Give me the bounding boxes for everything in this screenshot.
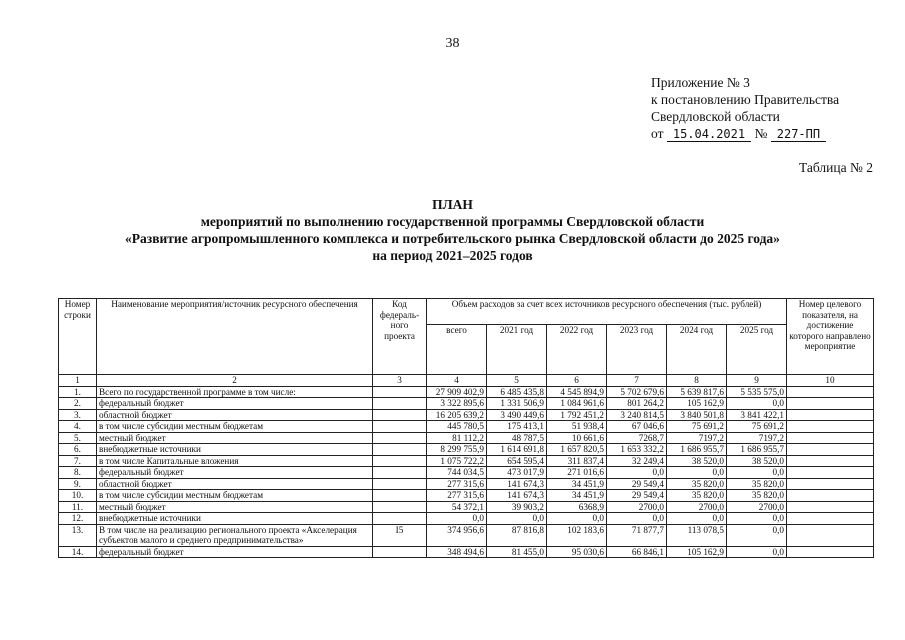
row-2022-cell: 34 451,9 bbox=[547, 478, 607, 490]
row-number-cell: 12. bbox=[59, 513, 97, 525]
row-code-cell bbox=[373, 513, 427, 525]
row-code-cell bbox=[373, 432, 427, 444]
row-2024-cell: 113 078,5 bbox=[667, 524, 727, 546]
appendix-date-line bbox=[651, 125, 839, 143]
row-code-cell bbox=[373, 386, 427, 398]
column-index-row bbox=[59, 375, 874, 387]
row-2022-cell: 95 030,6 bbox=[547, 546, 607, 558]
row-2021-cell: 1 614 691,8 bbox=[487, 444, 547, 456]
row-2024-cell: 1 686 955,7 bbox=[667, 444, 727, 456]
row-2025-cell: 7197,2 bbox=[727, 432, 787, 444]
title-program: «Развитие агропромышленного комплекса и потребительского рынка Свердловской области до 2025 года» bbox=[125, 231, 780, 246]
table-row bbox=[59, 546, 874, 558]
row-target-cell bbox=[787, 398, 874, 410]
appendix-block bbox=[651, 74, 839, 143]
row-2025-cell: 0,0 bbox=[727, 546, 787, 558]
row-2024-cell: 35 820,0 bbox=[667, 478, 727, 490]
header-target: Номер целевого показателя, на достижение которого направлено мероприятие bbox=[787, 299, 874, 375]
row-number-cell: 3. bbox=[59, 409, 97, 421]
row-2022-cell: 10 661,6 bbox=[547, 432, 607, 444]
row-2022-cell: 6368,9 bbox=[547, 501, 607, 513]
row-name-cell: федеральный бюджет bbox=[97, 467, 373, 479]
page-number: 38 bbox=[445, 36, 460, 51]
row-target-cell bbox=[787, 524, 874, 546]
row-total-cell: 81 112,2 bbox=[427, 432, 487, 444]
row-2024-cell: 2700,0 bbox=[667, 501, 727, 513]
row-2025-cell: 5 535 575,0 bbox=[727, 386, 787, 398]
row-name-cell: областной бюджет bbox=[97, 478, 373, 490]
row-2023-cell: 3 240 814,5 bbox=[607, 409, 667, 421]
table-row bbox=[59, 490, 874, 502]
row-name-cell: в том числе субсидии местным бюджетам bbox=[97, 490, 373, 502]
row-number-cell: 9. bbox=[59, 478, 97, 490]
row-code-cell bbox=[373, 444, 427, 456]
row-number-cell: 13. bbox=[59, 524, 97, 546]
header-2021: 2021 год bbox=[487, 325, 547, 375]
row-target-cell bbox=[787, 490, 874, 502]
column-index: 2 bbox=[97, 375, 373, 387]
row-2025-cell: 35 820,0 bbox=[727, 478, 787, 490]
row-target-cell bbox=[787, 467, 874, 479]
row-target-cell bbox=[787, 478, 874, 490]
row-target-cell bbox=[787, 432, 874, 444]
row-target-cell bbox=[787, 546, 874, 558]
header-row bbox=[59, 299, 874, 325]
decree-number: 227-ПП bbox=[771, 127, 826, 142]
row-total-cell: 8 299 755,9 bbox=[427, 444, 487, 456]
header-2024: 2024 год bbox=[667, 325, 727, 375]
row-2024-cell: 75 691,2 bbox=[667, 421, 727, 433]
row-number-cell: 7. bbox=[59, 455, 97, 467]
column-index: 5 bbox=[487, 375, 547, 387]
row-2021-cell: 473 017,9 bbox=[487, 467, 547, 479]
row-2023-cell: 0,0 bbox=[607, 513, 667, 525]
row-2025-cell: 0,0 bbox=[727, 524, 787, 546]
table-row bbox=[59, 467, 874, 479]
row-2023-cell: 71 877,7 bbox=[607, 524, 667, 546]
row-2021-cell: 1 331 506,9 bbox=[487, 398, 547, 410]
row-2023-cell: 29 549,4 bbox=[607, 478, 667, 490]
table-row bbox=[59, 501, 874, 513]
row-2025-cell: 38 520,0 bbox=[727, 455, 787, 467]
row-code-cell bbox=[373, 478, 427, 490]
header-row-no: Номер строки bbox=[59, 299, 97, 375]
column-index: 1 bbox=[59, 375, 97, 387]
header-2022: 2022 год bbox=[547, 325, 607, 375]
row-2021-cell: 87 816,8 bbox=[487, 524, 547, 546]
row-2023-cell: 2700,0 bbox=[607, 501, 667, 513]
table-row bbox=[59, 444, 874, 456]
row-number-cell: 2. bbox=[59, 398, 97, 410]
row-total-cell: 277 315,6 bbox=[427, 490, 487, 502]
row-2021-cell: 175 413,1 bbox=[487, 421, 547, 433]
row-2023-cell: 67 046,6 bbox=[607, 421, 667, 433]
decree-date: 15.04.2021 bbox=[667, 127, 751, 142]
plan-table bbox=[58, 298, 874, 558]
row-total-cell: 348 494,6 bbox=[427, 546, 487, 558]
table-row bbox=[59, 455, 874, 467]
row-number-cell: 8. bbox=[59, 467, 97, 479]
row-2023-cell: 0,0 bbox=[607, 467, 667, 479]
row-2023-cell: 1 653 332,2 bbox=[607, 444, 667, 456]
header-name: Наименование мероприятия/источник ресурсного обеспечения bbox=[97, 299, 373, 375]
row-target-cell bbox=[787, 455, 874, 467]
row-2021-cell: 3 490 449,6 bbox=[487, 409, 547, 421]
column-index: 7 bbox=[607, 375, 667, 387]
row-name-cell: федеральный бюджет bbox=[97, 398, 373, 410]
row-total-cell: 277 315,6 bbox=[427, 478, 487, 490]
row-code-cell bbox=[373, 421, 427, 433]
appendix-title: Приложение № 3 bbox=[651, 75, 750, 90]
document-title bbox=[0, 196, 905, 264]
title-subject: мероприятий по выполнению государственной программы Свердловской области bbox=[200, 214, 705, 229]
row-total-cell: 1 075 722,2 bbox=[427, 455, 487, 467]
row-target-cell bbox=[787, 501, 874, 513]
row-2023-cell: 66 846,1 bbox=[607, 546, 667, 558]
row-2024-cell: 7197,2 bbox=[667, 432, 727, 444]
row-2021-cell: 141 674,3 bbox=[487, 490, 547, 502]
row-2024-cell: 105 162,9 bbox=[667, 398, 727, 410]
row-2023-cell: 7268,7 bbox=[607, 432, 667, 444]
row-code-cell bbox=[373, 546, 427, 558]
appendix-region: Свердловской области bbox=[651, 109, 780, 124]
row-2025-cell: 0,0 bbox=[727, 398, 787, 410]
row-name-cell: в том числе субсидии местным бюджетам bbox=[97, 421, 373, 433]
row-2022-cell: 34 451,9 bbox=[547, 490, 607, 502]
row-2024-cell: 0,0 bbox=[667, 467, 727, 479]
row-code-cell bbox=[373, 398, 427, 410]
row-2021-cell: 141 674,3 bbox=[487, 478, 547, 490]
row-number-cell: 11. bbox=[59, 501, 97, 513]
row-2022-cell: 51 938,4 bbox=[547, 421, 607, 433]
row-number-cell: 10. bbox=[59, 490, 97, 502]
header-2023: 2023 год bbox=[607, 325, 667, 375]
row-total-cell: 0,0 bbox=[427, 513, 487, 525]
row-name-cell: местный бюджет bbox=[97, 501, 373, 513]
number-label: № bbox=[754, 126, 768, 141]
table-row bbox=[59, 524, 874, 546]
row-2021-cell: 0,0 bbox=[487, 513, 547, 525]
row-2022-cell: 102 183,6 bbox=[547, 524, 607, 546]
row-2025-cell: 75 691,2 bbox=[727, 421, 787, 433]
row-name-cell: внебюджетные источники bbox=[97, 513, 373, 525]
table-row bbox=[59, 398, 874, 410]
table-row bbox=[59, 513, 874, 525]
row-code-cell: I5 bbox=[373, 524, 427, 546]
column-index: 4 bbox=[427, 375, 487, 387]
row-2024-cell: 38 520,0 bbox=[667, 455, 727, 467]
row-2023-cell: 5 702 679,6 bbox=[607, 386, 667, 398]
row-number-cell: 14. bbox=[59, 546, 97, 558]
appendix-decree: к постановлению Правительства bbox=[651, 92, 840, 107]
row-2021-cell: 39 903,2 bbox=[487, 501, 547, 513]
row-total-cell: 744 034,5 bbox=[427, 467, 487, 479]
header-volume: Объем расходов за счет всех источников ресурсного обеспечения (тыс. рублей) bbox=[427, 299, 787, 325]
row-total-cell: 374 956,6 bbox=[427, 524, 487, 546]
row-2022-cell: 311 837,4 bbox=[547, 455, 607, 467]
row-2022-cell: 1 792 451,2 bbox=[547, 409, 607, 421]
row-2024-cell: 35 820,0 bbox=[667, 490, 727, 502]
row-2021-cell: 6 485 435,8 bbox=[487, 386, 547, 398]
row-2022-cell: 4 545 894,9 bbox=[547, 386, 607, 398]
table-label: Таблица № 2 bbox=[799, 160, 873, 175]
row-2025-cell: 0,0 bbox=[727, 513, 787, 525]
row-total-cell: 3 322 895,6 bbox=[427, 398, 487, 410]
row-code-cell bbox=[373, 501, 427, 513]
row-2021-cell: 48 787,5 bbox=[487, 432, 547, 444]
header-total: всего bbox=[427, 325, 487, 375]
row-target-cell bbox=[787, 513, 874, 525]
row-name-cell: федеральный бюджет bbox=[97, 546, 373, 558]
row-number-cell: 6. bbox=[59, 444, 97, 456]
plan-table-body bbox=[59, 375, 874, 558]
row-2021-cell: 81 455,0 bbox=[487, 546, 547, 558]
row-2025-cell: 35 820,0 bbox=[727, 490, 787, 502]
row-total-cell: 16 205 639,2 bbox=[427, 409, 487, 421]
row-2022-cell: 0,0 bbox=[547, 513, 607, 525]
row-name-cell: Всего по государственной программе в том числе: bbox=[97, 386, 373, 398]
row-number-cell: 1. bbox=[59, 386, 97, 398]
row-code-cell bbox=[373, 467, 427, 479]
row-number-cell: 4. bbox=[59, 421, 97, 433]
row-2025-cell: 3 841 422,1 bbox=[727, 409, 787, 421]
row-target-cell bbox=[787, 444, 874, 456]
table-row bbox=[59, 421, 874, 433]
row-total-cell: 54 372,1 bbox=[427, 501, 487, 513]
title-plan: ПЛАН bbox=[432, 197, 473, 212]
column-index: 3 bbox=[373, 375, 427, 387]
row-2025-cell: 2700,0 bbox=[727, 501, 787, 513]
column-index: 8 bbox=[667, 375, 727, 387]
row-total-cell: 445 780,5 bbox=[427, 421, 487, 433]
row-name-cell: местный бюджет bbox=[97, 432, 373, 444]
header-code: Код федераль-ного проекта bbox=[373, 299, 427, 375]
row-2022-cell: 1 084 961,6 bbox=[547, 398, 607, 410]
row-2025-cell: 1 686 955,7 bbox=[727, 444, 787, 456]
title-period: на период 2021–2025 годов bbox=[372, 248, 533, 263]
row-target-cell bbox=[787, 386, 874, 398]
row-name-cell: в том числе Капитальные вложения bbox=[97, 455, 373, 467]
table-row bbox=[59, 432, 874, 444]
row-2024-cell: 0,0 bbox=[667, 513, 727, 525]
table-row bbox=[59, 409, 874, 421]
row-code-cell bbox=[373, 490, 427, 502]
column-index: 6 bbox=[547, 375, 607, 387]
row-total-cell: 27 909 402,9 bbox=[427, 386, 487, 398]
row-2024-cell: 3 840 501,8 bbox=[667, 409, 727, 421]
row-2025-cell: 0,0 bbox=[727, 467, 787, 479]
row-target-cell bbox=[787, 421, 874, 433]
row-code-cell bbox=[373, 409, 427, 421]
row-number-cell: 5. bbox=[59, 432, 97, 444]
row-2022-cell: 271 016,6 bbox=[547, 467, 607, 479]
row-target-cell bbox=[787, 409, 874, 421]
from-label: от bbox=[651, 126, 664, 141]
row-name-cell: внебюджетные источники bbox=[97, 444, 373, 456]
row-2024-cell: 5 639 817,6 bbox=[667, 386, 727, 398]
row-2023-cell: 801 264,2 bbox=[607, 398, 667, 410]
table-row bbox=[59, 386, 874, 398]
header-2025: 2025 год bbox=[727, 325, 787, 375]
row-2022-cell: 1 657 820,5 bbox=[547, 444, 607, 456]
row-2023-cell: 29 549,4 bbox=[607, 490, 667, 502]
table-row bbox=[59, 478, 874, 490]
row-2021-cell: 654 595,4 bbox=[487, 455, 547, 467]
row-name-cell: В том числе на реализацию регионального проекта «Акселерация субъектов малого и среднего предпринимательства» bbox=[97, 524, 373, 546]
column-index: 9 bbox=[727, 375, 787, 387]
row-2024-cell: 105 162,9 bbox=[667, 546, 727, 558]
row-name-cell: областной бюджет bbox=[97, 409, 373, 421]
row-code-cell bbox=[373, 455, 427, 467]
column-index: 10 bbox=[787, 375, 874, 387]
row-2023-cell: 32 249,4 bbox=[607, 455, 667, 467]
